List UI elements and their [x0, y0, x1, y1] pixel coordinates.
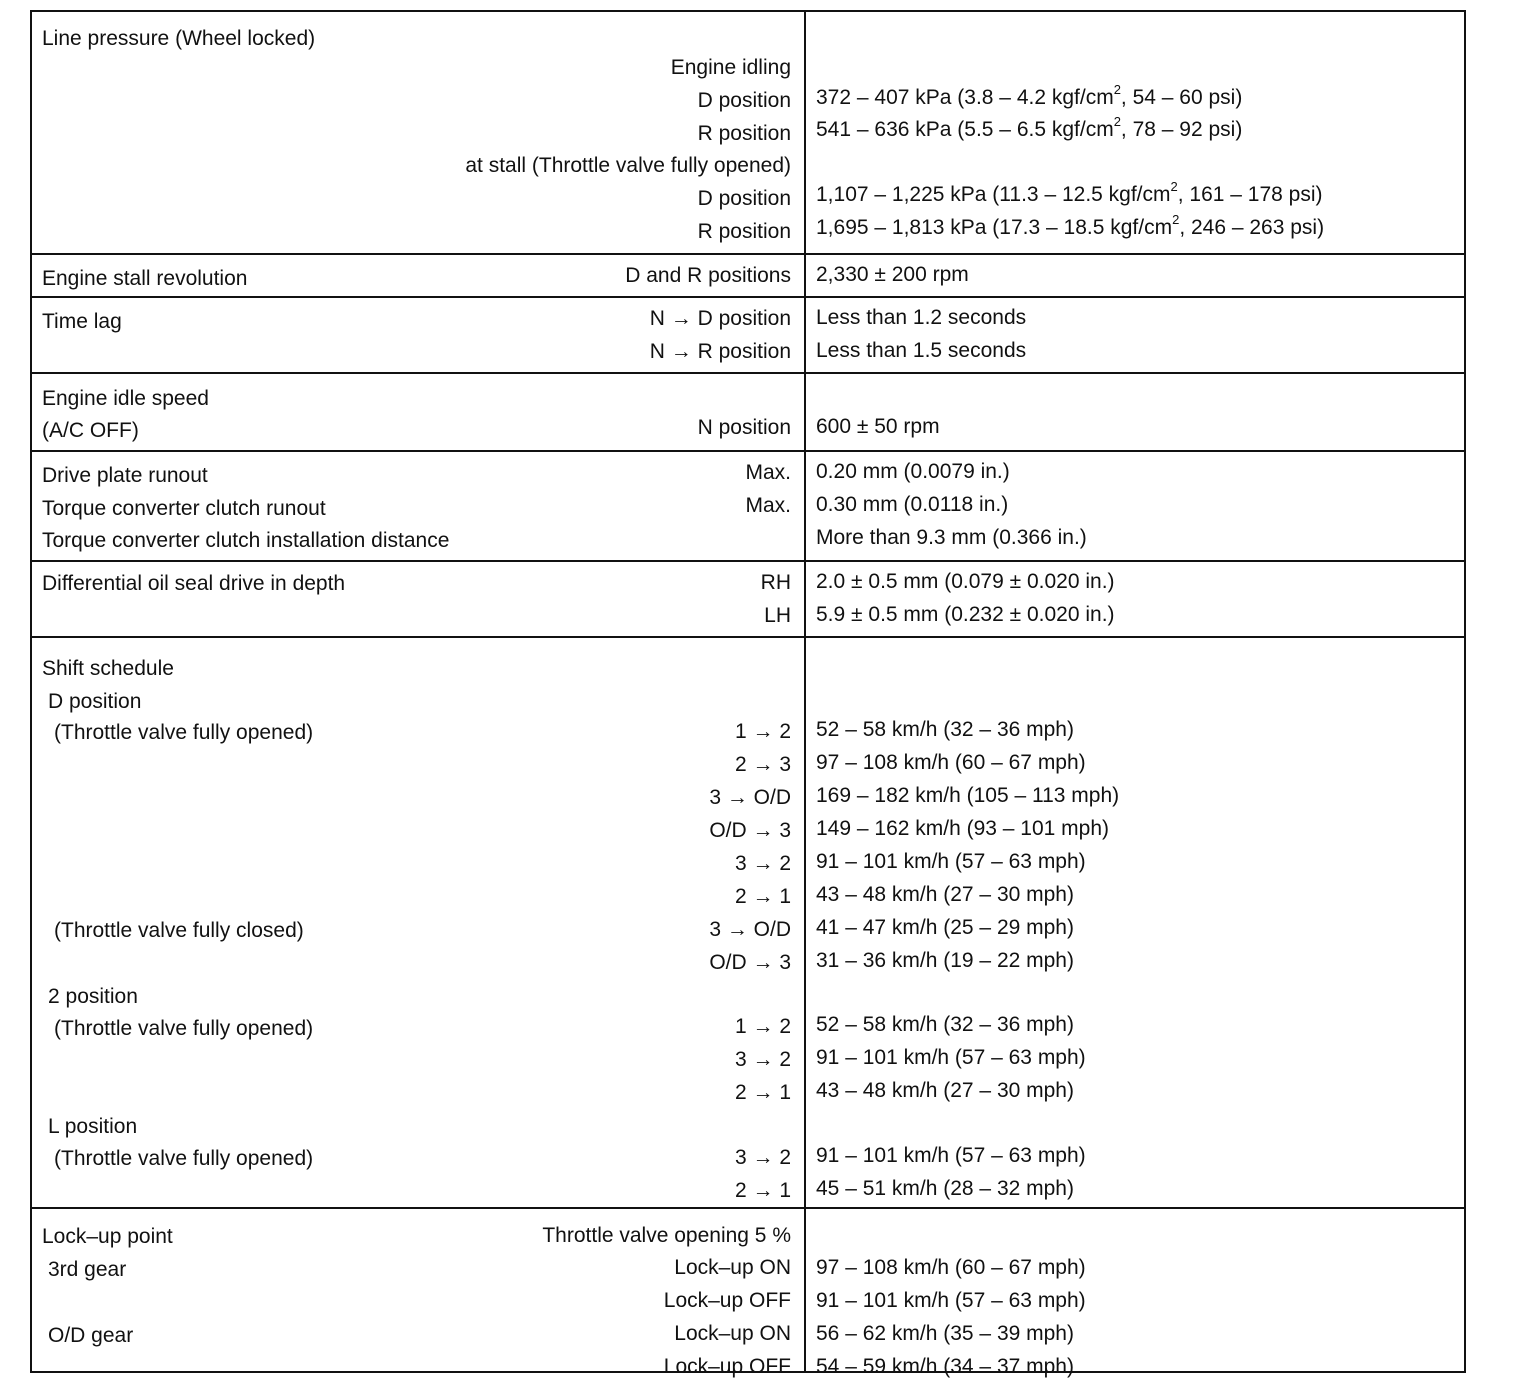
- lockup-3rd-gear: 3rd gear: [48, 1258, 127, 1281]
- diff-seal-lh-label: LH: [764, 604, 791, 627]
- lockup-title: Lock–up point: [42, 1225, 173, 1248]
- value-text: , 54 – 60 psi): [1120, 86, 1243, 109]
- drive-plate-label: Drive plate runout: [42, 464, 208, 487]
- shift-d-position-heading: D position: [48, 690, 142, 713]
- shift-d-tv-open: (Throttle valve fully opened): [54, 721, 314, 744]
- shift-value: 45 – 51 km/h (28 – 32 mph): [816, 1177, 1074, 1200]
- spec-table: [30, 10, 1466, 1378]
- idle-d-position-label: D position: [697, 89, 791, 112]
- shift-value: 169 – 182 km/h (105 – 113 mph): [816, 784, 1120, 807]
- superscript: 2: [1113, 114, 1121, 129]
- shift-l-tv-open: (Throttle valve fully opened): [54, 1147, 314, 1170]
- engine-stall-value: 2,330 ± 200 rpm: [816, 263, 969, 286]
- diff-seal-title: Differential oil seal drive in depth: [42, 572, 346, 595]
- shift-cond: 3 → O/D: [709, 786, 791, 809]
- stall-r-position-label: R position: [697, 220, 791, 243]
- drive-plate-value: 0.20 mm (0.0079 in.): [816, 460, 1010, 483]
- value-text: 541 – 636 kPa (5.5 – 6.5 kgf/cm: [816, 118, 1114, 141]
- shift-value: 31 – 36 km/h (19 – 22 mph): [816, 949, 1074, 972]
- section-line-pressure: [32, 12, 1464, 255]
- idle-d-position-value: [816, 82, 1243, 111]
- stall-d-position-value: [816, 179, 1323, 208]
- shift-cond: 3 → O/D: [709, 918, 791, 941]
- superscript: 2: [1170, 179, 1178, 194]
- lockup-od-gear: O/D gear: [48, 1324, 134, 1347]
- time-lag-nd-label: N → D position: [649, 307, 791, 330]
- tc-install-value: More than 9.3 mm (0.366 in.): [816, 526, 1087, 549]
- time-lag-title: Time lag: [42, 310, 122, 333]
- tc-runout-value: 0.30 mm (0.0118 in.): [816, 493, 1009, 516]
- idle-r-position-value: [816, 114, 1243, 143]
- engine-stall-title: Engine stall revolution: [42, 267, 248, 290]
- shift-value: 91 – 101 km/h (57 – 63 mph): [816, 850, 1086, 873]
- shift-2-position-heading: 2 position: [48, 985, 138, 1008]
- idle-r-position-label: R position: [697, 122, 791, 145]
- column-divider: [804, 638, 806, 1207]
- time-lag-nd-value: Less than 1.2 seconds: [816, 306, 1027, 329]
- diff-seal-rh-value: 2.0 ± 0.5 mm (0.079 ± 0.020 in.): [816, 570, 1115, 593]
- section-engine-stall: [32, 255, 1464, 298]
- shift-value: 91 – 101 km/h (57 – 63 mph): [816, 1144, 1086, 1167]
- idle-speed-value: 600 ± 50 rpm: [816, 415, 940, 438]
- diff-seal-lh-value: 5.9 ± 0.5 mm (0.232 ± 0.020 in.): [816, 603, 1115, 626]
- shift-value: 41 – 47 km/h (25 – 29 mph): [816, 916, 1074, 939]
- section-shift-schedule: [32, 638, 1464, 1209]
- idle-speed-subtitle: (A/C OFF): [42, 419, 139, 442]
- shift-schedule-title: Shift schedule: [42, 657, 174, 680]
- lockup-value: 91 – 101 km/h (57 – 63 mph): [816, 1289, 1086, 1312]
- stall-d-position-label: D position: [697, 187, 791, 210]
- diff-seal-rh-label: RH: [760, 571, 791, 594]
- shift-value: 43 – 48 km/h (27 – 30 mph): [816, 883, 1074, 906]
- superscript: 2: [1113, 82, 1121, 97]
- section-lockup: [32, 1209, 1464, 1378]
- shift-cond: 2 → 1: [734, 1081, 791, 1104]
- column-divider: [804, 374, 806, 450]
- shift-cond: O/D → 3: [709, 951, 791, 974]
- tc-runout-condition: Max.: [745, 494, 791, 517]
- engine-stall-condition: D and R positions: [625, 264, 791, 287]
- value-text: 1,107 – 1,225 kPa (11.3 – 12.5 kgf/cm: [816, 183, 1171, 206]
- line-pressure-title: Line pressure (Wheel locked): [42, 27, 316, 50]
- shift-cond: 3 → 2: [734, 1048, 791, 1071]
- time-lag-nr-label: N → R position: [649, 340, 791, 363]
- shift-value: 149 – 162 km/h (93 – 101 mph): [816, 817, 1110, 840]
- value-text: , 246 – 263 psi): [1179, 216, 1325, 239]
- engine-idling-label: Engine idling: [670, 56, 791, 79]
- lockup-value: 54 – 59 km/h (34 – 37 mph): [816, 1355, 1074, 1378]
- value-text: , 78 – 92 psi): [1120, 118, 1243, 141]
- lockup-cond: Lock–up OFF: [663, 1355, 791, 1378]
- time-lag-nr-value: Less than 1.5 seconds: [816, 339, 1027, 362]
- shift-cond: 1 → 2: [734, 720, 791, 743]
- column-divider: [804, 255, 806, 296]
- idle-speed-title: Engine idle speed: [42, 387, 209, 410]
- at-stall-label: at stall (Throttle valve fully opened): [465, 154, 791, 177]
- shift-cond: 3 → 2: [734, 1146, 791, 1169]
- column-divider: [804, 12, 806, 253]
- section-time-lag: [32, 298, 1464, 374]
- column-divider: [804, 1209, 806, 1371]
- lockup-value: 56 – 62 km/h (35 – 39 mph): [816, 1322, 1074, 1345]
- shift-l-position-heading: L position: [48, 1115, 138, 1138]
- drive-plate-condition: Max.: [745, 461, 791, 484]
- section-diff-seal: [32, 562, 1464, 638]
- shift-cond: 2 → 1: [734, 885, 791, 908]
- lockup-cond: Lock–up OFF: [663, 1289, 791, 1312]
- shift-value: 43 – 48 km/h (27 – 30 mph): [816, 1079, 1074, 1102]
- shift-2-tv-open: (Throttle valve fully opened): [54, 1017, 314, 1040]
- lockup-condition: Throttle valve opening 5 %: [542, 1224, 791, 1247]
- tc-install-label: Torque converter clutch installation distance: [42, 529, 450, 552]
- section-idle-speed: [32, 374, 1464, 452]
- shift-cond: O/D → 3: [709, 819, 791, 842]
- column-divider: [804, 298, 806, 372]
- lockup-value: 97 – 108 km/h (60 – 67 mph): [816, 1256, 1086, 1279]
- column-divider: [804, 562, 806, 636]
- column-divider: [804, 452, 806, 560]
- shift-value: 97 – 108 km/h (60 – 67 mph): [816, 751, 1086, 774]
- shift-cond: 2 → 3: [734, 753, 791, 776]
- idle-speed-condition: N position: [697, 416, 791, 439]
- value-text: , 161 – 178 psi): [1177, 183, 1323, 206]
- value-text: 1,695 – 1,813 kPa (17.3 – 18.5 kgf/cm: [816, 216, 1173, 239]
- tc-runout-label: Torque converter clutch runout: [42, 497, 326, 520]
- shift-value: 91 – 101 km/h (57 – 63 mph): [816, 1046, 1086, 1069]
- value-text: 372 – 407 kPa (3.8 – 4.2 kgf/cm: [816, 86, 1114, 109]
- lockup-cond: Lock–up ON: [674, 1256, 791, 1279]
- shift-cond: 2 → 1: [734, 1179, 791, 1202]
- shift-value: 52 – 58 km/h (32 – 36 mph): [816, 718, 1074, 741]
- stall-r-position-value: [816, 212, 1325, 241]
- shift-value: 52 – 58 km/h (32 – 36 mph): [816, 1013, 1074, 1036]
- shift-cond: 1 → 2: [734, 1015, 791, 1038]
- lockup-cond: Lock–up ON: [674, 1322, 791, 1345]
- shift-cond: 3 → 2: [734, 852, 791, 875]
- shift-d-tv-closed: (Throttle valve fully closed): [54, 919, 304, 942]
- superscript: 2: [1172, 212, 1180, 227]
- section-runout: [32, 452, 1464, 562]
